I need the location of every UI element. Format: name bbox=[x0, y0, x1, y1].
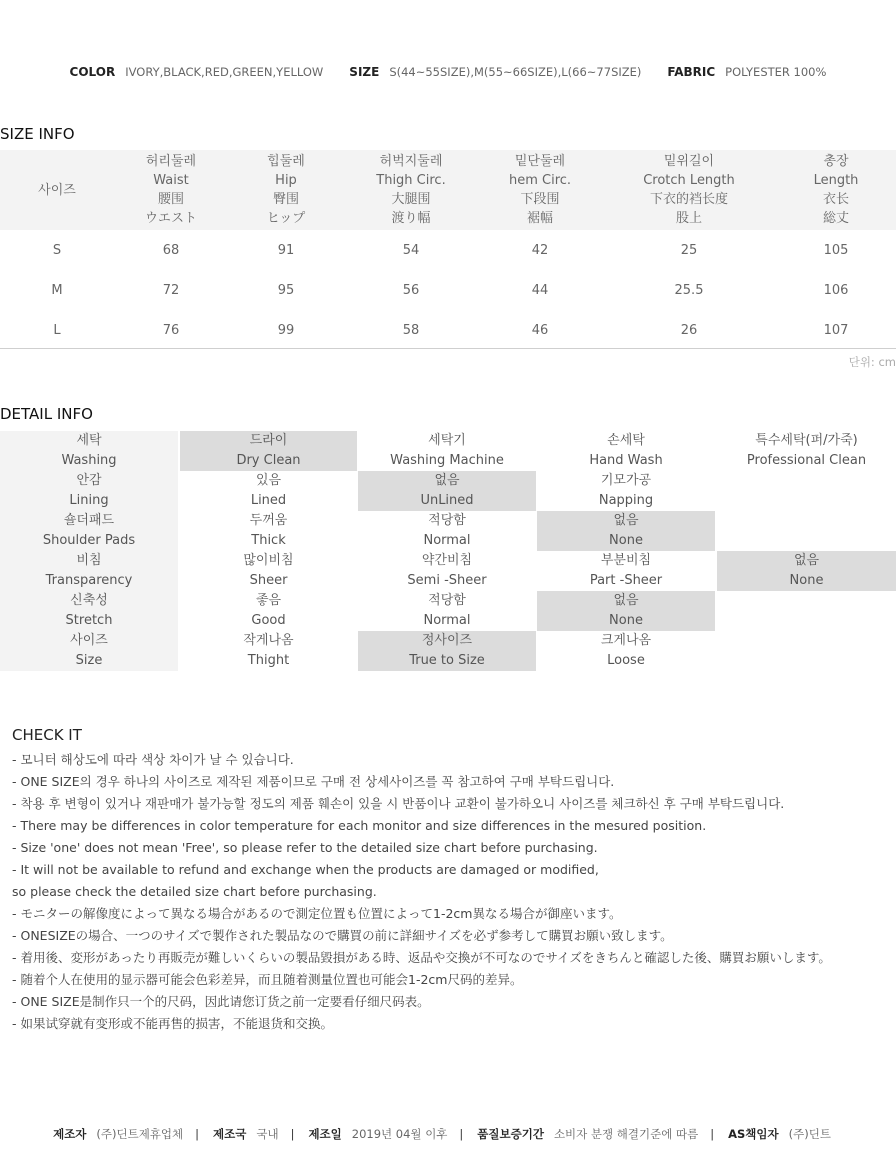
size-code: M bbox=[51, 282, 63, 298]
measure-header-cell bbox=[106, 150, 236, 230]
date-label: 제조일 bbox=[308, 1127, 342, 1141]
size-value: 107 bbox=[823, 322, 849, 338]
size-value-cell bbox=[771, 280, 896, 300]
measure-header-cn: 臀围 bbox=[272, 192, 299, 207]
size-value: 68 bbox=[162, 242, 180, 258]
measure-header-en: Crotch Length bbox=[643, 173, 735, 188]
date-value: 2019년 04월 이후 bbox=[351, 1127, 448, 1141]
color-label: COLOR bbox=[69, 65, 116, 79]
size-value: 25.5 bbox=[674, 282, 704, 298]
check-it-line: - 착용 후 변형이 있거나 재판매가 불가능할 정도의 제품 훼손이 있을 시 반품이나 교환이 불가하오니 사이즈를 체크하신 후 구매 부탁드립니다. bbox=[12, 796, 785, 811]
size-value-cell bbox=[346, 280, 476, 300]
measure-header-jp: ウエスト bbox=[144, 211, 197, 226]
size-value-cell bbox=[346, 240, 476, 260]
measure-header-kr: 밑단둘레 bbox=[514, 154, 566, 169]
measure-header-kr: 허벅지둘레 bbox=[379, 154, 443, 169]
detail-label-en: Shoulder Pads bbox=[42, 533, 136, 548]
detail-row-label bbox=[0, 511, 178, 551]
size-value-cell bbox=[106, 320, 236, 340]
detail-option bbox=[358, 431, 536, 471]
detail-option-en: Hand Wash bbox=[589, 453, 663, 468]
detail-option-selected bbox=[537, 591, 715, 631]
detail-option-kr: 약간비침 bbox=[421, 553, 473, 568]
size-value-cell bbox=[771, 240, 896, 260]
footer-separator: | bbox=[710, 1127, 715, 1141]
detail-option-kr: 있음 bbox=[255, 473, 282, 488]
detail-option bbox=[358, 551, 536, 591]
detail-option-en: UnLined bbox=[420, 493, 474, 508]
size-value-cell bbox=[221, 320, 351, 340]
detail-option-kr: 드라이 bbox=[249, 433, 288, 448]
size-value-cell bbox=[475, 240, 605, 260]
size-value-cell bbox=[346, 320, 476, 340]
size-value: 72 bbox=[162, 282, 180, 298]
detail-option-en: Sheer bbox=[249, 573, 288, 588]
detail-option bbox=[180, 631, 357, 671]
size-code: S bbox=[52, 242, 62, 258]
detail-option-en: Good bbox=[251, 613, 286, 628]
measure-header-cn: 下衣的裆长度 bbox=[649, 192, 728, 207]
detail-label-kr: 안감 bbox=[76, 473, 102, 488]
size-value: 42 bbox=[531, 242, 549, 258]
detail-option-en: None bbox=[609, 533, 643, 548]
detail-option-en: None bbox=[609, 613, 643, 628]
check-it-line: - 如果试穿就有变形或不能再售的损害，不能退货和交换。 bbox=[12, 1016, 333, 1031]
size-value-cell bbox=[475, 280, 605, 300]
detail-option-en: Semi -Sheer bbox=[407, 573, 487, 588]
detail-option-en: Loose bbox=[607, 653, 645, 668]
size-value-cell bbox=[221, 240, 351, 260]
detail-option-en: Napping bbox=[598, 493, 654, 508]
check-it-line: - ONE SIZE是制作只一个的尺码，因此请您订货之前一定要看仔细尺码表。 bbox=[12, 994, 430, 1009]
maker-label: 제조자 bbox=[53, 1127, 87, 1141]
footer-separator: | bbox=[290, 1127, 295, 1141]
measure-header-jp: 総丈 bbox=[822, 211, 849, 226]
detail-option-kr: 두꺼움 bbox=[249, 513, 288, 528]
detail-option-kr: 적당함 bbox=[428, 593, 466, 608]
footer-separator: | bbox=[459, 1127, 464, 1141]
size-value: 44 bbox=[531, 282, 549, 298]
maker-value: (주)딘트제휴업체 bbox=[96, 1127, 184, 1141]
size-value: 95 bbox=[277, 282, 295, 298]
detail-option bbox=[537, 551, 715, 591]
detail-option-kr: 없음 bbox=[434, 473, 460, 488]
detail-option-selected bbox=[358, 471, 536, 511]
warranty-label: 품질보증기간 bbox=[477, 1127, 544, 1141]
detail-option-kr: 특수세탁(퍼/가죽) bbox=[755, 433, 858, 448]
detail-option bbox=[537, 431, 715, 471]
warranty-value: 소비자 분쟁 해결기준에 따름 bbox=[553, 1127, 699, 1141]
detail-label-kr: 비침 bbox=[76, 553, 102, 568]
check-it-line: - モニターの解像度によって異なる場合があるので測定位置も位置によって1-2cm異なる場合が御座います。 bbox=[12, 906, 622, 921]
detail-option bbox=[180, 591, 357, 631]
detail-option-kr: 많이비침 bbox=[243, 553, 294, 568]
size-value: 26 bbox=[680, 322, 698, 338]
fabric-value: POLYESTER 100% bbox=[725, 65, 827, 79]
detail-label-en: Washing bbox=[61, 453, 117, 468]
measure-header-en: Hip bbox=[275, 173, 297, 188]
check-it-line: - Size 'one' does not mean 'Free', so please refer to the detailed size chart before purchasing. bbox=[12, 840, 598, 855]
measure-header-cell bbox=[346, 150, 476, 230]
detail-label-en: Lining bbox=[69, 493, 109, 508]
detail-option-kr: 크게나옴 bbox=[600, 633, 652, 648]
check-it-line: - It will not be available to refund and exchange when the products are damaged or modified, bbox=[12, 862, 599, 877]
size-value-cell bbox=[221, 280, 351, 300]
detail-row-label bbox=[0, 471, 178, 511]
measure-header-cn: 下段围 bbox=[520, 192, 560, 207]
detail-row-label bbox=[0, 431, 178, 471]
detail-option-kr: 없음 bbox=[613, 593, 639, 608]
size-code: L bbox=[53, 322, 61, 338]
detail-option-kr: 작게나옴 bbox=[243, 633, 294, 648]
detail-info-title: DETAIL INFO bbox=[0, 405, 93, 423]
measure-header-cell bbox=[221, 150, 351, 230]
size-value: 76 bbox=[162, 322, 180, 338]
size-header-label: 사이즈 bbox=[38, 182, 76, 198]
detail-option bbox=[537, 471, 715, 511]
check-it-title: CHECK IT bbox=[12, 726, 82, 744]
check-it-line: - ONESIZEの場合、一つのサイズで製作された製品なので購買の前に詳細サイズを必ず参考して購買お願い致します。 bbox=[12, 928, 673, 943]
product-spec-row bbox=[0, 62, 896, 82]
check-it-line: - 着用後、変形があったり再販売が難しいくらいの製品毀損がある時、返品や交換が不可なのでサイズをきちんと確認した後、購買お願いします。 bbox=[12, 950, 831, 965]
size-row-label bbox=[2, 280, 112, 300]
detail-label-kr: 세탁 bbox=[76, 433, 102, 448]
detail-option-selected bbox=[180, 431, 357, 471]
detail-option-selected bbox=[717, 551, 896, 591]
detail-option-en: Thight bbox=[247, 653, 290, 668]
detail-option-selected bbox=[537, 511, 715, 551]
measure-header-cn: 大腿围 bbox=[391, 192, 431, 207]
size-value: 25 bbox=[680, 242, 698, 258]
detail-option-en: Thick bbox=[251, 533, 286, 548]
measure-header-jp: 裾幅 bbox=[526, 211, 553, 226]
detail-option bbox=[358, 511, 536, 551]
detail-option-kr: 손세탁 bbox=[607, 433, 645, 448]
detail-option-en: Dry Clean bbox=[236, 453, 301, 468]
detail-row-label bbox=[0, 591, 178, 631]
check-it-line: - ONE SIZE의 경우 하나의 사이즈로 제작된 제품이므로 구매 전 상세사이즈를 꼭 참고하여 구매 부탁드립니다. bbox=[12, 774, 615, 789]
check-it-line: - There may be differences in color temperature for each monitor and size differences in the mesured position. bbox=[12, 818, 707, 833]
size-value: 105 bbox=[823, 242, 849, 258]
measure-header-kr: 힙둘레 bbox=[267, 154, 305, 169]
size-value-cell bbox=[106, 240, 236, 260]
as-label: AS책임자 bbox=[728, 1127, 779, 1141]
detail-label-en: Stretch bbox=[65, 613, 113, 628]
detail-option-en: True to Size bbox=[409, 653, 485, 668]
country-value: 국내 bbox=[256, 1127, 279, 1141]
color-value: IVORY,BLACK,RED,GREEN,YELLOW bbox=[125, 65, 324, 79]
detail-option bbox=[537, 631, 715, 671]
fabric-label: FABRIC bbox=[667, 65, 716, 79]
detail-option-en: Washing Machine bbox=[390, 453, 504, 468]
detail-label-kr: 사이즈 bbox=[70, 633, 108, 648]
detail-option-kr: 정사이즈 bbox=[421, 633, 473, 648]
measure-header-kr: 허리둘레 bbox=[145, 154, 197, 169]
detail-label-kr: 신축성 bbox=[70, 593, 108, 608]
measure-header-cn: 衣长 bbox=[822, 192, 849, 207]
detail-option-en: None bbox=[789, 573, 824, 588]
detail-label-en: Size bbox=[75, 653, 103, 668]
check-it-line: so please check the detailed size chart before purchasing. bbox=[12, 884, 377, 899]
size-value-cell bbox=[475, 320, 605, 340]
detail-option-en: Part -Sheer bbox=[589, 573, 663, 588]
size-value: 99 bbox=[277, 322, 295, 338]
detail-label-kr: 숄더패드 bbox=[63, 513, 115, 528]
detail-option bbox=[180, 551, 357, 591]
detail-option bbox=[717, 431, 896, 471]
measure-header-cell bbox=[771, 150, 896, 230]
detail-option-kr: 적당함 bbox=[428, 513, 466, 528]
detail-option bbox=[358, 591, 536, 631]
measure-header-en: hem Circ. bbox=[508, 173, 572, 188]
size-value: 54 bbox=[402, 242, 420, 258]
detail-option-kr: 없음 bbox=[793, 553, 820, 568]
size-value-cell bbox=[624, 320, 754, 340]
detail-option-kr: 기모가공 bbox=[600, 473, 652, 488]
measure-header-en: Thigh Circ. bbox=[376, 173, 446, 188]
country-label: 제조국 bbox=[213, 1127, 247, 1141]
detail-option-kr: 좋음 bbox=[255, 593, 282, 608]
unit-label: 단위: cm bbox=[848, 355, 896, 369]
detail-option bbox=[180, 471, 357, 511]
size-table-bottom-line bbox=[0, 348, 896, 349]
detail-option-en: Normal bbox=[423, 613, 471, 628]
measure-header-cell bbox=[624, 150, 754, 230]
footer-separator: | bbox=[195, 1127, 200, 1141]
size-row-label bbox=[2, 320, 112, 340]
detail-row-label bbox=[0, 631, 178, 671]
detail-option-en: Lined bbox=[250, 493, 287, 508]
measure-header-kr: 총장 bbox=[823, 154, 849, 169]
measure-header-jp: 渡り幅 bbox=[391, 211, 431, 226]
measure-header-en: Waist bbox=[153, 173, 189, 188]
as-value: (주)딘트 bbox=[788, 1127, 831, 1141]
size-header-cell bbox=[2, 150, 112, 230]
size-value: 91 bbox=[277, 242, 295, 258]
measure-header-jp: 股上 bbox=[675, 211, 702, 226]
measure-header-kr: 밑위길이 bbox=[663, 154, 715, 169]
size-row-label bbox=[2, 240, 112, 260]
size-label: SIZE bbox=[349, 65, 380, 79]
size-value-cell bbox=[624, 280, 754, 300]
size-info-title: SIZE INFO bbox=[0, 125, 75, 143]
detail-option-kr: 세탁기 bbox=[428, 433, 466, 448]
measure-header-cell bbox=[475, 150, 605, 230]
size-value: 58 bbox=[402, 322, 420, 338]
detail-row-label bbox=[0, 551, 178, 591]
size-value: 106 bbox=[823, 282, 849, 298]
measure-header-en: Length bbox=[813, 173, 859, 188]
size-value: 46 bbox=[531, 322, 549, 338]
size-value-cell bbox=[771, 320, 896, 340]
size-value: S(44~55SIZE),M(55~66SIZE),L(66~77SIZE) bbox=[389, 65, 642, 79]
detail-option-en: Professional Clean bbox=[746, 453, 867, 468]
measure-header-cn: 腰围 bbox=[157, 192, 184, 207]
detail-option-kr: 없음 bbox=[613, 513, 639, 528]
detail-option-selected bbox=[358, 631, 536, 671]
size-value: 56 bbox=[402, 282, 420, 298]
product-footer bbox=[0, 1124, 896, 1144]
detail-label-en: Transparency bbox=[45, 573, 133, 588]
check-it-line: - 随着个人在使用的显示器可能会色彩差异，而且随着测量位置也可能会1-2cm尺码的差异。 bbox=[12, 972, 523, 987]
size-value-cell bbox=[624, 240, 754, 260]
size-value-cell bbox=[106, 280, 236, 300]
detail-option-en: Normal bbox=[423, 533, 471, 548]
measure-header-jp: ヒップ bbox=[266, 211, 306, 226]
detail-option-kr: 부분비침 bbox=[600, 553, 652, 568]
detail-option bbox=[180, 511, 357, 551]
check-it-list bbox=[12, 749, 892, 1035]
check-it-line: - 모니터 해상도에 따라 색상 차이가 날 수 있습니다. bbox=[12, 752, 294, 767]
